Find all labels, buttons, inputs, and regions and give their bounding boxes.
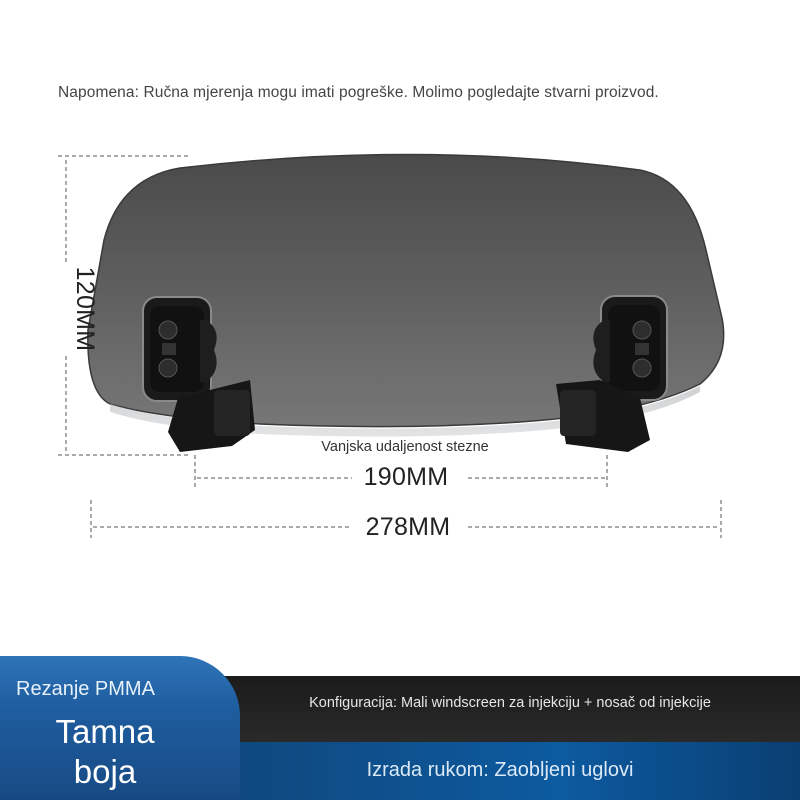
height-label: 120MM: [71, 266, 99, 352]
color-name-line2: boja: [73, 753, 137, 790]
handmade-text: Izrada rukom: Zaobljeni uglovi: [366, 759, 634, 781]
color-name-line1: Tamna: [55, 713, 155, 750]
material-title: Rezanje PMMA: [16, 678, 155, 700]
measurement-note: Napomena: Ručna mjerenja mogu imati pogreške. Molimo pogledajte stvarni proizvod.: [58, 84, 659, 101]
configuration-text: Konfiguracija: Mali windscreen za injekciju + nosač od injekcije: [309, 695, 711, 711]
clamp-width-label: 190MM: [356, 462, 456, 492]
color-name: [30, 712, 180, 792]
clamp-caption: Vanjska udaljenost stezne: [321, 439, 489, 455]
total-width-label: 278MM: [358, 512, 458, 542]
